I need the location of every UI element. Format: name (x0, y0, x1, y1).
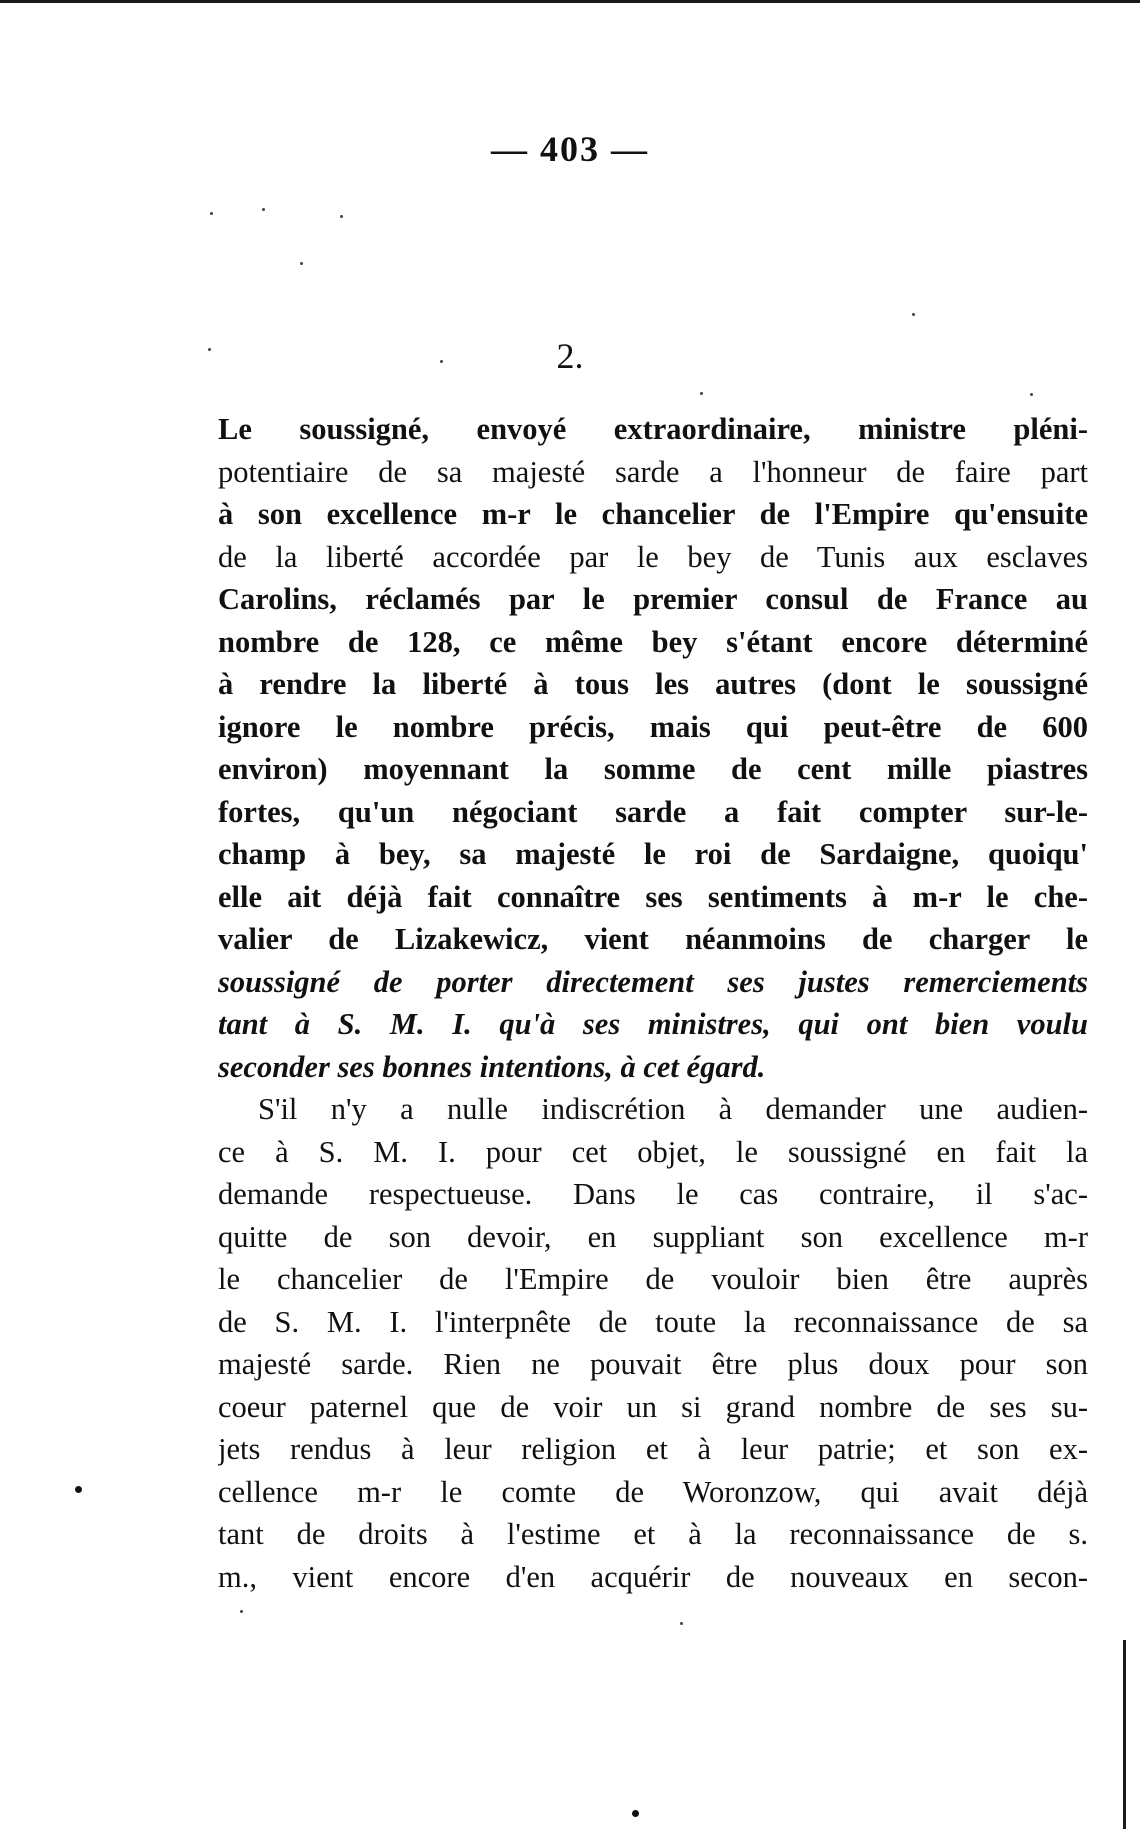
text-line: elle ait déjà fait connaître ses sentiments à m-r le che- (218, 879, 1088, 914)
text-line: à rendre la liberté à tous les autres (dont le soussigné (218, 667, 1088, 701)
text-line: nombre de 128, ce même bey s'étant encore déterminé (218, 624, 1088, 659)
text-line: demande respectueuse. Dans le cas contraire, il s'ac- (218, 1177, 1088, 1211)
body-text (218, 408, 1088, 1598)
scan-speck (680, 1622, 683, 1625)
text-line: fortes, qu'un négociant sarde a fait compter sur-le- (218, 794, 1088, 829)
page-edge-line (1123, 1640, 1126, 1829)
text-line: tant à S. M. I. qu'à ses ministres, qui ont bien voulu (218, 1007, 1088, 1041)
text-line: de S. M. I. l'interpnête de toute la reconnaissance de sa (218, 1304, 1088, 1339)
scan-speck (210, 212, 213, 215)
text-line: coeur paternel que de voir un si grand nombre de ses su- (218, 1389, 1088, 1424)
bottom-dot (632, 1810, 639, 1817)
scan-speck (340, 215, 343, 218)
top-border-rule (0, 0, 1140, 3)
text-line: Carolins, réclamés par le premier consul de France au (218, 582, 1088, 616)
paragraph-2 (218, 1088, 1088, 1598)
text-line: valier de Lizakewicz, vient néanmoins de charger le (218, 922, 1088, 956)
text-line: environ) moyennant la somme de cent mille piastres (218, 752, 1088, 786)
scan-speck (262, 208, 265, 211)
text-line: quitte de son devoir, en suppliant son excellence m-r (218, 1219, 1088, 1254)
scan-speck (300, 262, 303, 265)
text-line: S'il n'y a nulle indiscrétion à demander une audien- (258, 1092, 1088, 1126)
scan-speck (700, 392, 703, 395)
paragraph-1 (218, 408, 1088, 1088)
text-line: ce à S. M. I. pour cet objet, le soussigné en fait la (218, 1134, 1088, 1169)
text-line: champ à bey, sa majesté le roi de Sardaigne, quoiqu' (218, 837, 1088, 871)
scan-speck (1030, 393, 1033, 396)
text-line: ignore le nombre précis, mais qui peut-être de 600 (218, 709, 1088, 744)
scan-speck (912, 313, 915, 316)
text-line: de la liberté accordée par le bey de Tunis aux esclaves (218, 539, 1088, 574)
scan-speck (208, 348, 211, 351)
text-line: majesté sarde. Rien ne pouvait être plus doux pour son (218, 1347, 1088, 1381)
page-number: — 403 — (491, 129, 649, 169)
text-line: cellence m-r le comte de Woronzow, qui avait déjà (218, 1474, 1088, 1509)
text-line: potentiaire de sa majesté sarde a l'honneur de faire part (218, 454, 1088, 489)
section-number: 2. (556, 336, 584, 376)
text-line: Le soussigné, envoyé extraordinaire, ministre pléni- (218, 412, 1088, 446)
text-line: soussigné de porter directement ses justes remerciements (218, 964, 1088, 999)
text-line: tant de droits à l'estime et à la reconnaissance de s. (218, 1517, 1088, 1551)
text-line: m., vient encore d'en acquérir de nouveaux en secon- (218, 1559, 1088, 1594)
scan-speck (240, 1610, 243, 1613)
text-line: jets rendus à leur religion et à leur patrie; et son ex- (218, 1432, 1088, 1466)
text-line: à son excellence m-r le chancelier de l'Empire qu'ensuite (218, 497, 1088, 531)
text-line: le chancelier de l'Empire de vouloir bien être auprès (218, 1262, 1088, 1296)
margin-dot (75, 1486, 82, 1493)
scan-speck (440, 360, 443, 363)
text-line: seconder ses bonnes intentions, à cet égard. (218, 1049, 766, 1084)
